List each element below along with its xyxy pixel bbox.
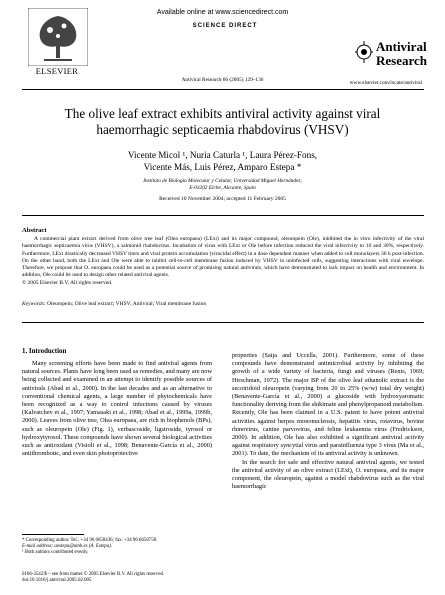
abstract-body bbox=[22, 236, 424, 287]
journal-logo-line1: Antiviral bbox=[376, 39, 427, 54]
article-title: The olive leaf extract exhibits antiviral activity against viral haemorrhagic septicaemia rhabdovirus (VHSV) bbox=[64, 106, 381, 137]
header-divider bbox=[22, 89, 424, 90]
footer-issn: 0166-3542/$ – see front matter © 2005 Elsevier B.V. All rights reserved. bbox=[22, 572, 165, 577]
sciencedirect-logo bbox=[170, 20, 280, 32]
keywords-label: Keywords: bbox=[22, 301, 46, 307]
footnote-equal-contribution: ¹ Both authors contributed evenly. bbox=[22, 550, 89, 556]
footnotes bbox=[22, 538, 212, 557]
journal-reference: Antiviral Research 66 (2005) 129–136 bbox=[181, 77, 264, 83]
authors-line-2: Vicente Más, Luis Pérez, Amparo Estepa * bbox=[143, 162, 302, 172]
copyright-line: © 2005 Elsevier B.V. All rights reserved. bbox=[22, 279, 113, 286]
left-column-text: Many screening efforts have been made to find antiviral agents from natural sources. Plants have long been used as remedies, and many are now being collected and examined in an attempt to identify possible sources of antivirals (Abad et al., 2000). In the last decades and as an alternative to conventional chemical agents, a large number of phytochemicals have been recognized as a way to control infections caused by viruses (Kalvatchev et al., 1997; Yamasaki et al., 1998; Abad et al., 1999a, 1999b, 2000). Leaves from olive tree, Olea europaea, are rich in biophenols (BPs), such as oleuropein (Ole) (Fig. 1), verbascoside, ligstroside, tyrosol or hydroxytyrosol. These compounds have shown several biological activities such as antioxidant (Visioli et al., 1998; Benavente-García et al., 2000) antithrombotic, and even skin photoprotective bbox=[22, 360, 212, 458]
abstract-top-divider bbox=[22, 215, 424, 216]
publisher-name: ELSEVIER bbox=[35, 66, 79, 76]
footer-doi[interactable]: doi:10.1016/j.antiviral.2005.02.005 bbox=[22, 578, 92, 584]
available-online-text[interactable]: Available online at www.sciencedirect.com bbox=[156, 9, 289, 16]
footnote-corresponding: * Corresponding author. Tel.: +34 96 6658436; fax: +34 96 6658758. bbox=[22, 538, 158, 543]
journal-logo-text bbox=[376, 40, 427, 68]
abstract-heading: Abstract bbox=[22, 227, 47, 234]
authors-line-1: Vicente Micol ¹, Nuria Caturla ¹, Laura Pérez-Fons, bbox=[127, 150, 318, 160]
received-dates: Received 10 November 2004; accepted 11 February 2005 bbox=[159, 196, 286, 202]
abstract-bottom-divider bbox=[22, 322, 424, 323]
affiliation bbox=[30, 178, 415, 192]
footnote-divider bbox=[22, 534, 84, 535]
affiliation-line-2: E-03202 Elche, Alicante, Spain bbox=[189, 185, 256, 191]
footer bbox=[22, 572, 242, 584]
footnote-email[interactable]: E-mail address: aestepa@umh.es (A. Estepa). bbox=[22, 544, 113, 550]
keywords-list: Oleuropein; Olive leaf extract; VHSV; Antiviral; Viral membrane fusion bbox=[47, 301, 207, 307]
affiliation-line-1: Instituto de Biología Molecular y Celular, Universidad Miguel Hernández, bbox=[143, 178, 302, 184]
right-paragraph-2: In the search for safe and effective natural antiviral agents, we tested the antiviral activity of an olive extract (LExt), O. europaea, and its major component, the oleuropein, against a model rhabdovirus such as the viral haemorrhagic bbox=[232, 458, 424, 491]
author-list bbox=[30, 149, 415, 173]
journal-url[interactable]: www.elsevier.com/locate/antiviral bbox=[349, 80, 422, 86]
virus-emblem-icon bbox=[354, 38, 374, 78]
abstract-text: A commercial plant extract derived from olive tree leaf (Olea europaea) (LExt) and its major compound, oleuropein (Ole), inhibited the in vitro infectivity of the viral haemorrhagic septicaemia virus (VHSV), a salmonid rhabdovirus. Incubation of virus with LExt or Ole before infection reduced the viral infectivity to 10 and 30%, respectively. Furthermore, LExt drastically decreased VHSV titers and viral protein accumulation (virucidal effect) in a dose dependent manner when added to cell monolayers 36 h post-infection. On the other hand, both the LExt and Ole were able to inhibit cell-to-cell membrane fusion induced by VHSV in uninfected cells, suggesting interactions with viral envelope. Therefore, we propose that O. europaea could be used as a potential source of promising natural antivirals, which have demonstrated to lack impact on health and environment. In addition, Ole could be used to design other related antiviral agents. bbox=[22, 236, 424, 279]
elsevier-tree-logo bbox=[28, 8, 88, 66]
right-column bbox=[232, 352, 424, 491]
antiviral-research-logo bbox=[354, 38, 428, 78]
keywords bbox=[22, 301, 424, 307]
section-heading-introduction: 1. Introduction bbox=[22, 348, 67, 355]
sciencedirect-logo-text: SCIENCE DIRECT bbox=[192, 23, 258, 29]
right-paragraph-1: properties (Saija and Uccella, 2001). Furthermore, some of these compounds have demonstrated antimicrobial activity by inhibiting the growth of a wide variety of bacteria, fungi and viruses (Renis, 1969; Hirschman, 1972). The major BP of the olive leaf ethanolic extract is the secoiridoid oleuropein (varying from 20 to 25% (w/w) total dry weight) (Benavente-García et al., 2000) a glucoside with hydroxyaromatic functionality deriving from the shikimate and phenylpropanoid metabolism. Recently, Ole has been claimed in a U.S. patent to have potent antiviral activities against herpes mononucleosis, hepatitis virus, rotavirus, bovine rhinovirus, canine parvovirus, and feline leukaemia virus (Fredrickson, 2000). In addition, Ole has also exhibited a significant antiviral activity against respiratory syncytial virus and parainfluenza type 3 virus (Ma et al., 2001). To date, the mechanism of its antiviral activity is unknown. bbox=[232, 352, 424, 458]
journal-logo-line2: Research bbox=[376, 53, 428, 68]
